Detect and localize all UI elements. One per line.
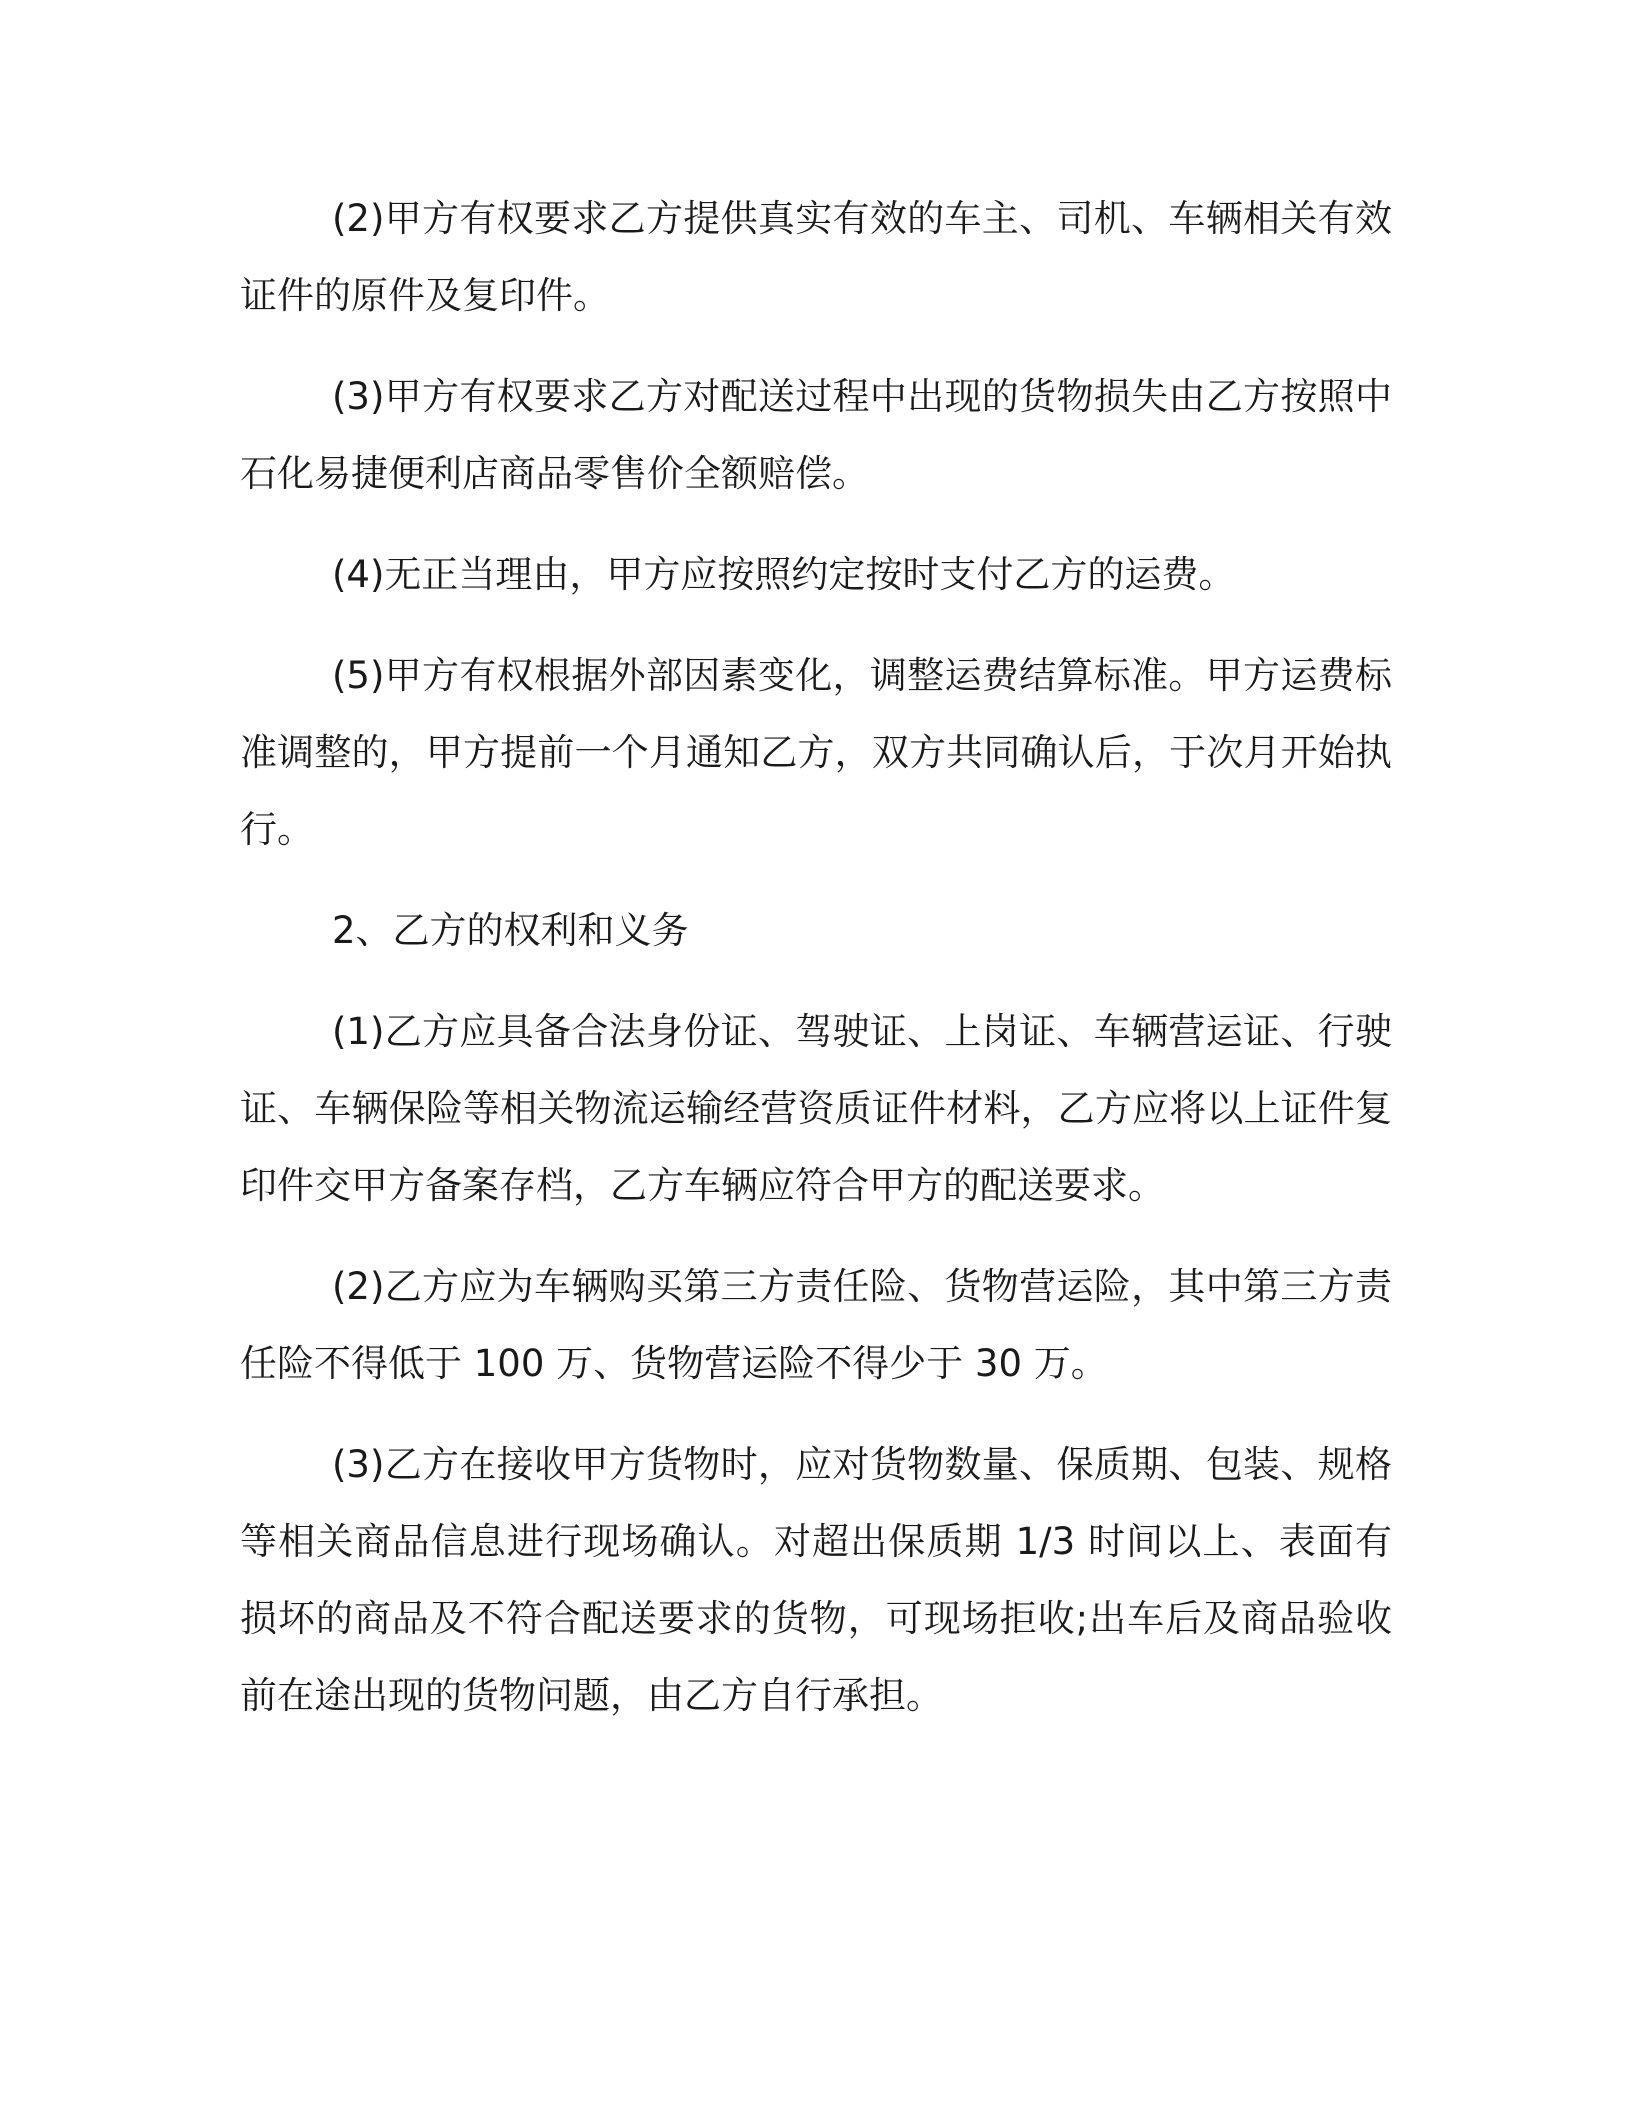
paragraph-party-b-2: (2)乙方应为车辆购买第三方责任险、货物营运险，其中第三方责任险不得低于 100 万、货物营运险不得少于 30 万。 — [240, 1265, 1392, 1385]
paragraph-party-b-1: (1)乙方应具备合法身份证、驾驶证、上岗证、车辆营运证、行驶证、车辆保险等相关物流运输经营资质证件材料，乙方应将以上证件复印件交甲方备案存档，乙方车辆应符合甲方的配送要求。 — [240, 1010, 1392, 1207]
paragraph-party-a-3: (3)甲方有权要求乙方对配送过程中出现的货物损失由乙方按照中石化易捷便利店商品零售价全额赔偿。 — [240, 375, 1392, 495]
paragraph-party-a-2: (2)甲方有权要求乙方提供真实有效的车主、司机、车辆相关有效证件的原件及复印件。 — [240, 197, 1392, 317]
paragraph-party-a-4: (4)无正当理由，甲方应按照约定按时支付乙方的运费。 — [332, 553, 1236, 596]
document-body — [240, 180, 1392, 1758]
section-heading-party-b: 2、乙方的权利和义务 — [332, 909, 689, 952]
paragraph-party-a-5: (5)甲方有权根据外部因素变化，调整运费结算标准。甲方运费标准调整的，甲方提前一个月通知乙方，双方共同确认后，于次月开始执行。 — [240, 654, 1392, 851]
paragraph-party-b-3: (3)乙方在接收甲方货物时，应对货物数量、保质期、包装、规格等相关商品信息进行现场确认。对超出保质期 1/3 时间以上、表面有损坏的商品及不符合配送要求的货物，可现场拒收;出车后及商品验收前在途出现的货物问题，由乙方自行承担。 — [240, 1443, 1392, 1717]
